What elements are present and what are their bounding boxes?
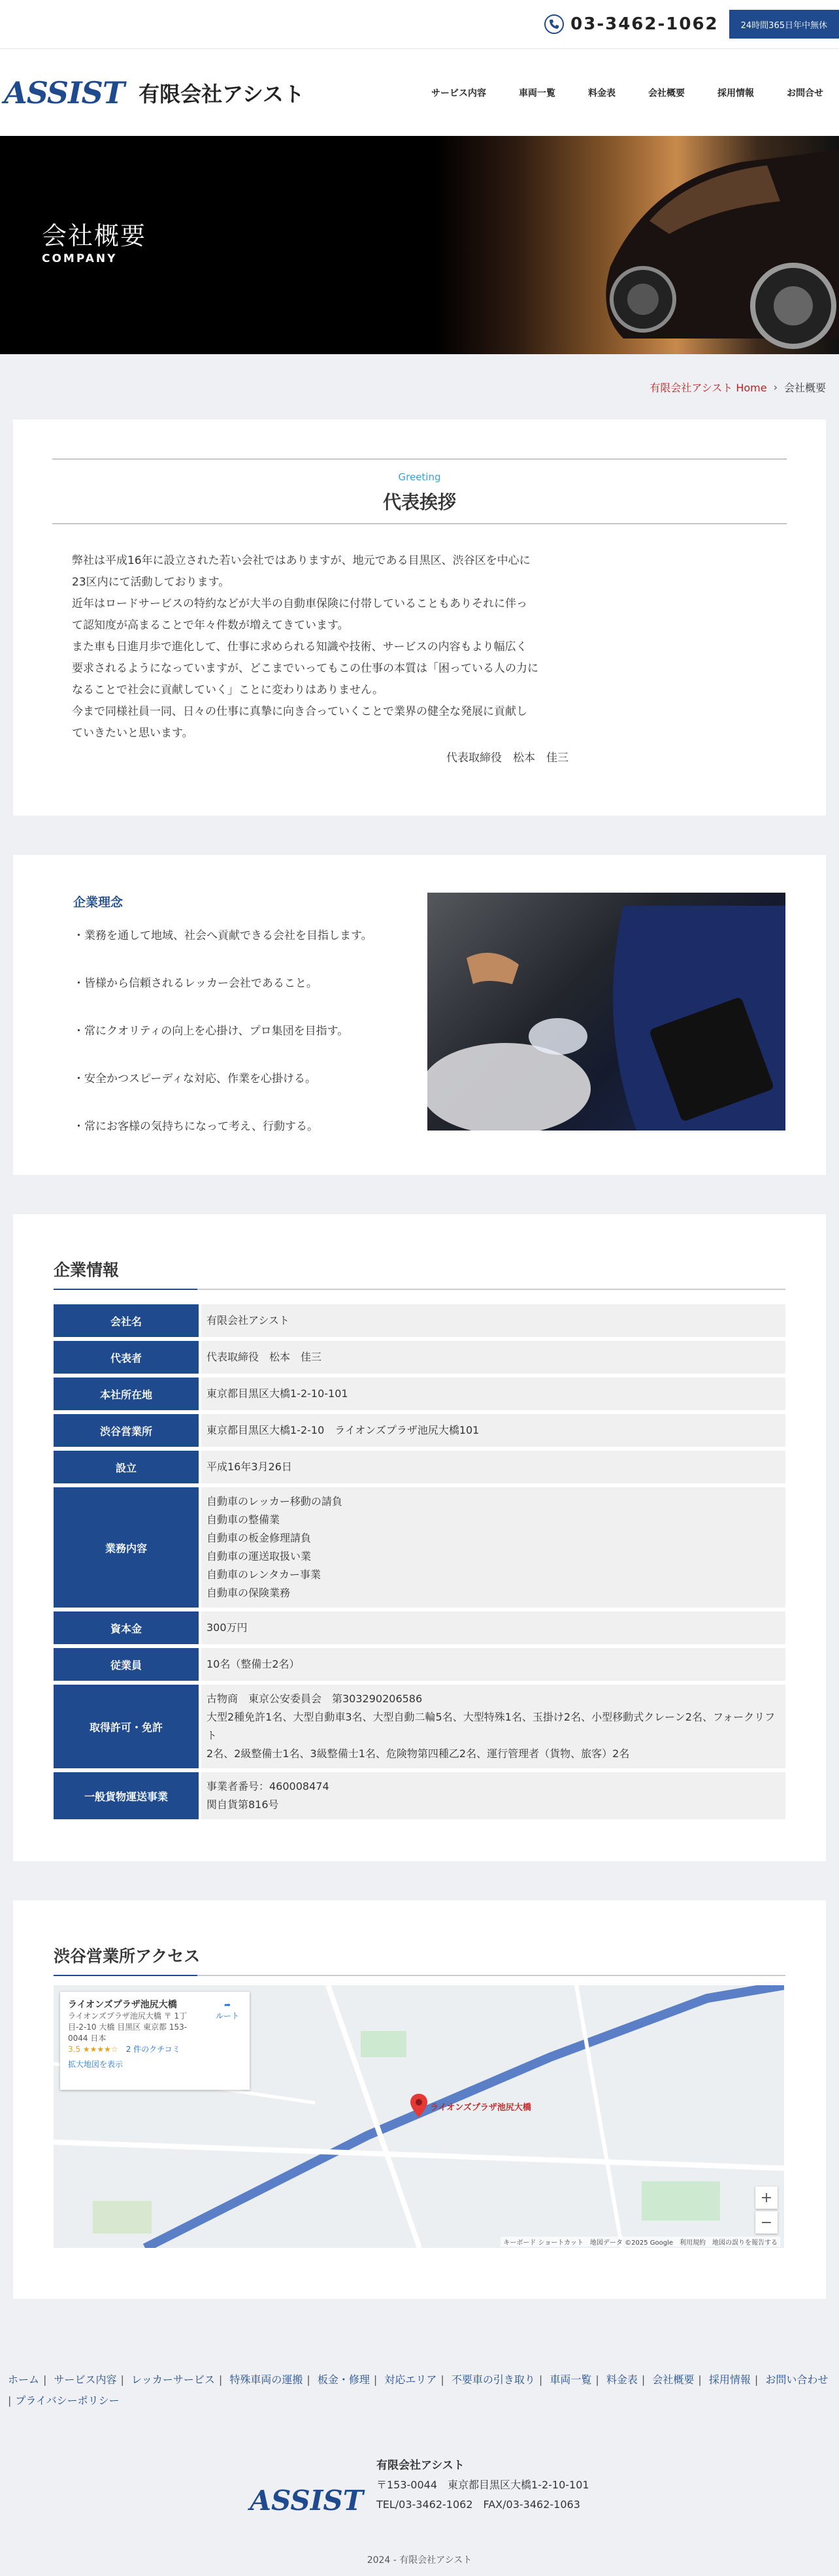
map-info-card	[60, 1992, 250, 2090]
corporate-info-title: 企業情報	[54, 1257, 785, 1290]
map-pin-label: ライオンズプラザ池尻大橋	[430, 2103, 531, 2113]
logo-mark: ASSIST	[4, 74, 125, 110]
greeting-label-en: Greeting	[398, 471, 441, 483]
nav-item-contact[interactable]: お問合せ	[787, 88, 823, 99]
nav-item-vehicles[interactable]: 車両一覧	[519, 88, 555, 99]
directions-icon: ➦	[223, 2000, 231, 2009]
table-row	[54, 1304, 785, 1337]
footer-address: 〒153-0044 東京都目黒区大橋1-2-10-101	[376, 2478, 589, 2491]
greeting-section	[13, 420, 826, 816]
footer-tel: TEL/03-3462-1062 FAX/03-3462-1063	[376, 2498, 580, 2511]
row-value-text: 自動車のレンタカー事業	[206, 1568, 321, 1581]
footer-link-vehicles[interactable]: 車両一覧	[550, 2373, 592, 2386]
row-value	[201, 1487, 785, 1608]
row-value-text: 10名（整備士2名）	[206, 1658, 300, 1670]
row-value	[201, 1648, 785, 1681]
row-value-text: 自動車の運送取扱い業	[206, 1550, 312, 1562]
nav-item-pricing[interactable]: 料金表	[588, 88, 616, 99]
zoom-out-button[interactable]: −	[755, 2211, 778, 2234]
nav-item-services[interactable]: サービス内容	[431, 88, 486, 99]
footer-company-info	[0, 2453, 839, 2517]
company-name: 有限会社アシスト	[139, 81, 304, 107]
table-row	[54, 1378, 785, 1410]
row-value-text: 自動車の整備業	[206, 1513, 280, 1526]
breadcrumb-home-link[interactable]: 有限会社アシスト Home	[650, 381, 767, 394]
footer-link-company[interactable]: 会社概要	[652, 2373, 695, 2386]
row-value-text: 大型2種免許1名、大型自動車3名、大型自動二輪5名、大型特殊1名、玉掛け2名、小型移動式クレーン2名、フォークリフト	[206, 1711, 776, 1742]
row-value	[201, 1611, 785, 1644]
breadcrumb	[0, 354, 839, 420]
row-key: 本社所在地	[54, 1378, 199, 1410]
main-nav	[399, 86, 823, 99]
hero-banner	[0, 136, 839, 354]
hours-badge: 24時間365日年中無休	[729, 10, 839, 39]
table-row	[54, 1611, 785, 1644]
row-value	[201, 1772, 785, 1819]
map-credit: キーボード ショートカット 地図データ ©2025 Google 利用規約 地図の誤りを報告する	[501, 2237, 780, 2247]
greeting-line: 近年はロードサービスの特約などが大半の自動車保険に付帯していることもありそれに伴っ	[72, 597, 527, 610]
row-key: 資本金	[54, 1611, 199, 1644]
table-row	[54, 1487, 785, 1608]
map-rating	[68, 2044, 242, 2055]
greeting-line: また車も日進月歩で進化して、仕事に求められる知識や技術、サービスの内容もより幅広く	[72, 640, 527, 653]
philosophy-item: ・業務を通して地域、社会へ貢献できる会社を目指します。	[73, 929, 372, 942]
greeting-line: 23区内にて活動しております。	[72, 576, 230, 589]
row-key: 設立	[54, 1451, 199, 1483]
row-key: 代表者	[54, 1341, 199, 1374]
footer-link-car-pickup[interactable]: 不要車の引き取り	[451, 2373, 535, 2386]
row-value-text: 自動車のレッカー移動の請負	[206, 1495, 342, 1508]
row-key: 一般貨物運送事業	[54, 1772, 199, 1819]
access-title: 渋谷営業所アクセス	[54, 1943, 785, 1976]
row-key: 取得許可・免許	[54, 1685, 199, 1768]
phone-icon	[544, 14, 564, 34]
map-rating-stars: 3.5 ★★★★☆	[68, 2045, 118, 2054]
map-reviews-link[interactable]: 2 件のクチコミ	[125, 2045, 180, 2054]
hero-title: 会社概要	[42, 222, 147, 250]
table-row	[54, 1685, 785, 1768]
access-section	[13, 1900, 826, 2299]
map-place-address: ライオンズプラザ池尻大橋 〒 1丁目-2-10 大橋 目黒区 東京都 153-0044 日本	[68, 2011, 188, 2043]
row-value-text: 東京都目黒区大橋1-2-10-101	[206, 1387, 348, 1400]
footer-link-special-transport[interactable]: 特殊車両の運搬	[229, 2373, 303, 2386]
table-row	[54, 1414, 785, 1447]
footer-link-privacy[interactable]: プライバシーポリシー	[15, 2394, 120, 2407]
row-value-text: 事業者番号：460008474	[206, 1780, 329, 1792]
table-row	[54, 1341, 785, 1374]
breadcrumb-current: 会社概要	[783, 381, 826, 394]
row-value-text: 関自貨第816号	[206, 1798, 279, 1811]
nav-item-company[interactable]: 会社概要	[648, 88, 685, 99]
row-value-text: 300万円	[206, 1621, 248, 1634]
nav-item-recruit[interactable]: 採用情報	[717, 88, 754, 99]
row-key: 渋谷営業所	[54, 1414, 199, 1447]
footer-link-contact[interactable]: お問い合わせ	[765, 2373, 829, 2386]
site-header	[0, 48, 839, 136]
greeting-line: なることで社会に貢献していく」ことに変わりはありません。	[72, 684, 384, 697]
footer-link-body-repair[interactable]: 板金・修理	[317, 2373, 370, 2386]
chevron-right-icon: ›	[773, 380, 778, 393]
row-value	[201, 1378, 785, 1410]
philosophy-item: ・安全かつスピーディな対応、作業を心掛ける。	[73, 1072, 316, 1085]
map-place-name: ライオンズプラザ池尻大橋	[68, 2000, 177, 2010]
greeting-line: 今まで同様社員一同、日々の仕事に真摯に向き合っていくことで業界の健全な発展に貢献し	[72, 705, 527, 718]
footer-logo[interactable]: ASSIST	[250, 2485, 363, 2517]
philosophy-list	[73, 893, 413, 1175]
footer-link-services[interactable]: サービス内容	[54, 2373, 117, 2386]
row-value	[201, 1414, 785, 1447]
row-key: 業務内容	[54, 1487, 199, 1608]
row-value-text: 平成16年3月26日	[206, 1461, 292, 1473]
greeting-line: 要求されるようになっていますが、どこまでいってもこの仕事の本質は「困っている人の力に	[72, 662, 538, 675]
row-value-text: 有限会社アシスト	[206, 1314, 289, 1327]
row-value	[201, 1304, 785, 1337]
philosophy-section	[13, 855, 826, 1175]
corporate-info-section	[13, 1214, 826, 1861]
handshake-photo	[427, 893, 785, 1131]
copyright: 2024 - 有限会社アシスト	[367, 2555, 472, 2566]
car-image	[571, 142, 839, 352]
footer-link-area[interactable]: 対応エリア	[384, 2373, 437, 2386]
phone-number[interactable]: 03-3462-1062	[570, 14, 719, 34]
footer-link-tow[interactable]: レッカーサービス	[131, 2373, 215, 2386]
corporate-info-table	[54, 1304, 785, 1819]
philosophy-title: 企業理念	[73, 895, 123, 910]
row-value	[201, 1341, 785, 1374]
zoom-in-button[interactable]: +	[755, 2187, 778, 2209]
map-route-button[interactable]	[216, 2000, 239, 2022]
philosophy-item: ・皆様から信頼されるレッカー会社であること。	[73, 977, 318, 990]
table-row	[54, 1451, 785, 1483]
map-route-label: ルート	[215, 2011, 239, 2021]
greeting-line: て認知度が高まることで年々件数が増えてきています。	[72, 619, 349, 632]
hero-subtitle: COMPANY	[42, 252, 118, 265]
phone-contact[interactable]	[544, 14, 719, 34]
philosophy-item: ・常にお客様の気持ちになって考え、行動する。	[73, 1120, 319, 1133]
footer-link-home[interactable]: ホーム	[8, 2373, 40, 2386]
top-bar	[0, 0, 839, 48]
row-value-text: 自動車の板金修理請負	[206, 1532, 312, 1544]
row-key: 従業員	[54, 1648, 199, 1681]
row-key: 会社名	[54, 1304, 199, 1337]
greeting-line: ていきたいと思います。	[72, 727, 193, 740]
footer-company-name: 有限会社アシスト	[376, 2458, 465, 2472]
row-value-text: 自動車の保険業務	[206, 1587, 291, 1599]
table-row	[54, 1648, 785, 1681]
greeting-title: 代表挨拶	[52, 488, 787, 524]
footer-link-pricing[interactable]: 料金表	[606, 2373, 638, 2386]
row-value-text: 東京都目黒区大橋1-2-10 ライオンズプラザ池尻大橋101	[206, 1424, 480, 1436]
map-larger-link[interactable]: 拡大地図を表示	[68, 2060, 123, 2069]
row-value-text: 古物商 東京公安委員会 第303290206586	[206, 1693, 423, 1705]
embedded-map[interactable]	[54, 1985, 784, 2248]
footer-nav: ホーム | サービス内容 | レッカーサービス | 特殊車両の運搬 | 板金・修理 | 対応エリア | 不要車の引き取り | 車両一覧 | 料金表 | 会社概要 | 採用情報 | お問い合わせ | プライバシーポリシー	[8, 2373, 829, 2407]
philosophy-item: ・常にクオリティの向上を心掛け、プロ集団を目指す。	[73, 1025, 349, 1038]
footer-link-recruit[interactable]: 採用情報	[708, 2373, 751, 2386]
greeting-line: 弊社は平成16年に設立された若い会社ではありますが、地元である目黒区、渋谷区を中心に	[72, 554, 531, 567]
row-value-text: 代表取締役 松本 佳三	[206, 1351, 322, 1363]
row-value-text: 2名、2級整備士1名、3級整備士1名、危険物第四種乙2名、運行管理者（貨物、旅客）2名	[206, 1747, 630, 1760]
site-logo[interactable]	[4, 75, 304, 110]
row-value	[201, 1685, 785, 1768]
greeting-body	[72, 550, 568, 744]
table-row	[54, 1772, 785, 1819]
row-value	[201, 1451, 785, 1483]
map-pin-icon[interactable]	[410, 2094, 427, 2117]
greeting-signature: 代表取締役 松本 佳三	[446, 751, 568, 765]
footer-text	[376, 2456, 589, 2515]
